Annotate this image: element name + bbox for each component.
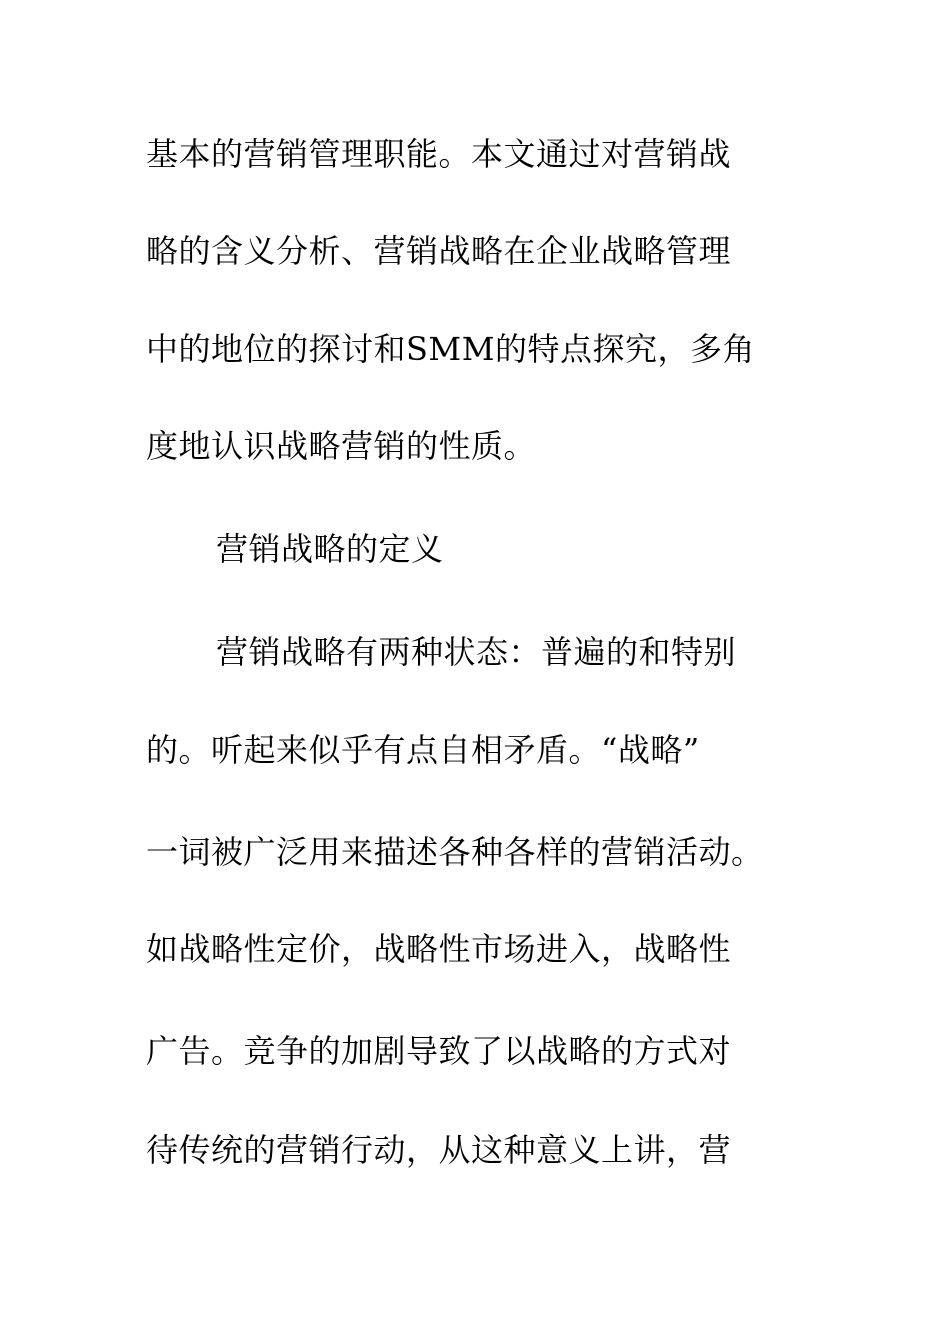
section-heading: 营销战略的定义 [216,530,444,568]
paragraph-line: 度地认识战略营销的性质。 [146,427,537,465]
paragraph-line: 略的含义分析、营销战略在企业战略管理 [146,232,732,270]
paragraph-line: 中的地位的探讨和SMM的特点探究，多角 [146,330,755,368]
paragraph-line: 待传统的营销行动，从这种意义上讲，营 [146,1131,732,1169]
paragraph-line: 如战略性定价，战略性市场进入，战略性 [146,930,732,968]
paragraph-line: 一词被广泛用来描述各种各样的营销活动。 [146,833,764,871]
paragraph-line: 基本的营销管理职能。本文通过对营销战 [146,135,732,173]
paragraph-line: 的。听起来似乎有点自相矛盾。“战略” [146,731,700,769]
paragraph-line: 营销战略有两种状态：普遍的和特别 [216,633,737,671]
paragraph-line: 广告。竞争的加剧导致了以战略的方式对 [146,1032,732,1070]
